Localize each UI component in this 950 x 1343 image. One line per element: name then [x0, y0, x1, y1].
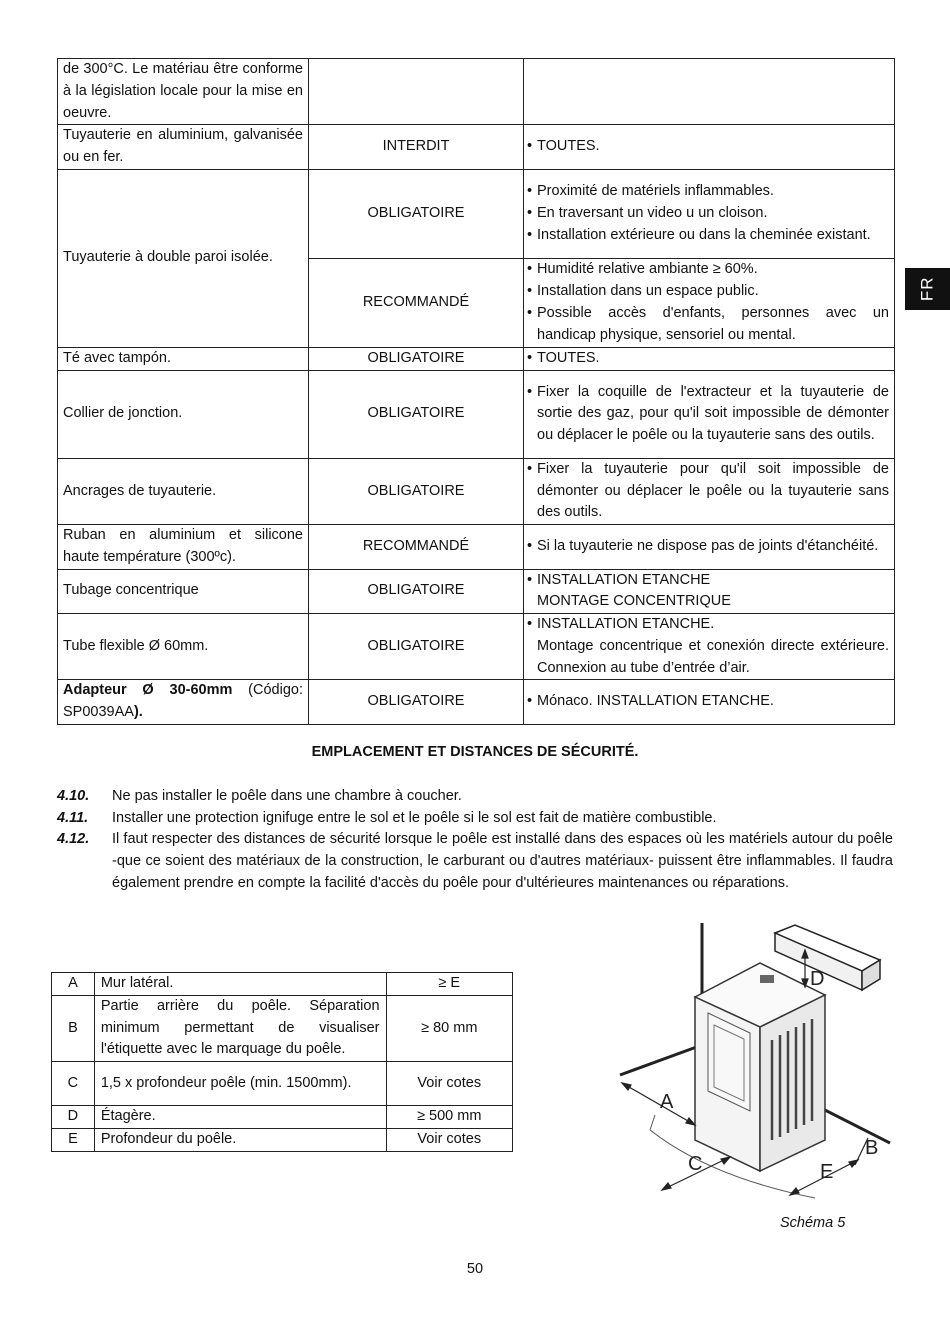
adapter-code: (Código: SP0039AA — [63, 682, 303, 720]
distance-value: ≥ 500 mm — [386, 1106, 512, 1129]
note-item: • Fixer la tuyauterie pour qu'il soit impossible de démonter ou déplacer le poêle ou la tuyauterie sans des outils. — [527, 459, 889, 524]
material-cell: Tuyauterie à double paroi isolée. — [58, 169, 309, 347]
status-cell: OBLIGATOIRE — [309, 370, 524, 458]
distance-key: A — [52, 973, 95, 996]
table-row — [58, 59, 895, 125]
label-c: C — [688, 1153, 703, 1175]
table-row — [58, 680, 895, 725]
notes-cell — [524, 525, 895, 570]
status-cell: RECOMMANDÉ — [309, 258, 524, 347]
notes-cell — [524, 59, 895, 125]
table-row — [58, 458, 895, 524]
status-cell: OBLIGATOIRE — [309, 680, 524, 725]
material-cell: Té avec tampón. — [58, 347, 309, 370]
point-number: 4.10. — [57, 788, 90, 804]
note-item: • Humidité relative ambiante ≥ 60%. — [527, 259, 889, 281]
notes-cell — [524, 370, 895, 458]
distance-desc: Mur latéral. — [94, 973, 386, 996]
label-d: D — [810, 968, 825, 990]
note-item: • Installation extérieure ou dans la cheminée existant. — [527, 225, 889, 247]
language-tab-label: FR — [917, 276, 937, 302]
note-item: • Possible accès d'enfants, personnes avec un handicap physique, sensoriel ou mental. — [527, 303, 889, 347]
note-item: • Fixer la coquille de l'extracteur et la tuyauterie de sortie des gaz, pour qu'il soit impossible de démonter ou déplacer le poêle ou la tuyauterie sans des outils. — [527, 382, 889, 447]
notes-cell — [524, 569, 895, 614]
point-4-10 — [57, 786, 893, 808]
status-cell: OBLIGATOIRE — [309, 169, 524, 258]
note-continuation: Montage concentrique et conexión directe extérieure. Connexion au tube d’entrée d’air. — [537, 637, 889, 676]
table-row — [58, 525, 895, 570]
note-item: • Proximité de matériels inflammables. — [527, 181, 889, 203]
notes-cell — [524, 125, 895, 170]
status-cell: OBLIGATOIRE — [309, 614, 524, 680]
stove-control-panel — [760, 975, 774, 983]
table-row — [52, 995, 513, 1061]
distance-key: B — [52, 995, 95, 1061]
distance-value: Voir cotes — [386, 1062, 512, 1106]
wall-line-left — [620, 1045, 702, 1075]
point-number: 4.12. — [57, 831, 90, 847]
distance-key: D — [52, 1106, 95, 1129]
figure-caption: Schéma 5 — [780, 1215, 846, 1231]
table-row — [58, 347, 895, 370]
material-cell: Tube flexible Ø 60mm. — [58, 614, 309, 680]
distance-desc: Partie arrière du poêle. Séparation minimum permettant de visualiser l'étiquette avec le marquage du poêle. — [94, 995, 386, 1061]
status-cell: RECOMMANDÉ — [309, 525, 524, 570]
note-item: • Mónaco. INSTALLATION ETANCHE. — [527, 691, 889, 713]
distance-desc: Étagère. — [94, 1106, 386, 1129]
table-row — [58, 169, 895, 258]
wall-line-back — [815, 1105, 890, 1143]
distance-value: ≥ 80 mm — [386, 995, 512, 1061]
status-cell: OBLIGATOIRE — [309, 458, 524, 524]
material-cell: Ruban en aluminium et silicone haute température (300ºc). — [58, 525, 309, 570]
status-cell: INTERDIT — [309, 125, 524, 170]
material-cell: Tubage concentrique — [58, 569, 309, 614]
table-row — [52, 1106, 513, 1129]
table-row — [58, 569, 895, 614]
note-item: • TOUTES. — [527, 348, 889, 370]
label-e: E — [820, 1161, 834, 1183]
note-item: • INSTALLATION ETANCHE. — [527, 614, 889, 636]
distance-key: E — [52, 1128, 95, 1151]
distance-table — [51, 972, 513, 1152]
notes-cell — [524, 614, 895, 680]
status-cell: OBLIGATOIRE — [309, 347, 524, 370]
label-b: B — [865, 1137, 879, 1159]
note-item: • En traversant un video u un cloison. — [527, 203, 889, 225]
point-4-11 — [57, 808, 893, 830]
note-item: • INSTALLATION ETANCHE — [527, 570, 889, 592]
table-row — [58, 125, 895, 170]
label-a: A — [660, 1091, 674, 1113]
notes-cell — [524, 347, 895, 370]
section-title: EMPLACEMENT ET DISTANCES DE SÉCURITÉ. — [311, 744, 639, 760]
stove-side — [760, 995, 825, 1171]
material-cell: de 300°C. Le matériau être conforme à la législation locale pour la mise en oeuvre. — [58, 59, 309, 125]
adapter-end: ). — [133, 704, 143, 720]
distance-desc: 1,5 x profondeur poêle (min. 1500mm). — [94, 1062, 386, 1106]
requirements-table — [57, 58, 895, 725]
floor-contour-edge — [650, 1115, 655, 1130]
page-number: 50 — [466, 1261, 484, 1277]
material-cell: Ancrages de tuyauterie. — [58, 458, 309, 524]
distance-key: C — [52, 1062, 95, 1106]
distance-value: Voir cotes — [386, 1128, 512, 1151]
stove-clearance-diagram — [600, 915, 910, 1210]
note-item: • Si la tuyauterie ne dispose pas de joints d'étanchéité. — [527, 536, 889, 558]
point-text: Installer une protection ignifuge entre le sol et le poêle si le sol est fait de matière combustible. — [112, 810, 717, 826]
notes-cell — [524, 258, 895, 347]
table-row — [58, 370, 895, 458]
table-row — [52, 1062, 513, 1106]
adapter-name: Adapteur Ø 30-60mm — [63, 682, 233, 699]
point-number: 4.11. — [57, 810, 89, 826]
language-tab — [905, 268, 950, 310]
table-row — [52, 1128, 513, 1151]
distance-value: ≥ E — [386, 973, 512, 996]
table-row — [52, 973, 513, 996]
status-cell — [309, 59, 524, 125]
notes-cell — [524, 680, 895, 725]
material-cell — [58, 680, 309, 725]
note-item: • TOUTES. — [527, 136, 889, 158]
status-cell: OBLIGATOIRE — [309, 569, 524, 614]
table-row — [58, 614, 895, 680]
note-item: • Installation dans un espace public. — [527, 281, 889, 303]
point-text: Ne pas installer le poêle dans une chambre à coucher. — [112, 788, 462, 804]
material-cell: Tuyauterie en aluminium, galvanisée ou en fer. — [58, 125, 309, 170]
notes-cell — [524, 169, 895, 258]
notes-cell — [524, 458, 895, 524]
distance-desc: Profondeur du poêle. — [94, 1128, 386, 1151]
note-continuation: MONTAGE CONCENTRIQUE — [537, 593, 731, 610]
material-cell: Collier de jonction. — [58, 370, 309, 458]
point-text: Il faut respecter des distances de sécurité lorsque le poêle est installé dans des espaces où les matériels autour du poêle -que ce soient des matériaux de la construction, le carburant ou d'autres matériaux- puissent être inflammables. Il faudra également prendre en compte la facilité d'accès du poêle pour d'ultérieures maintenances ou réparations. — [112, 831, 893, 891]
point-4-12 — [57, 829, 893, 894]
